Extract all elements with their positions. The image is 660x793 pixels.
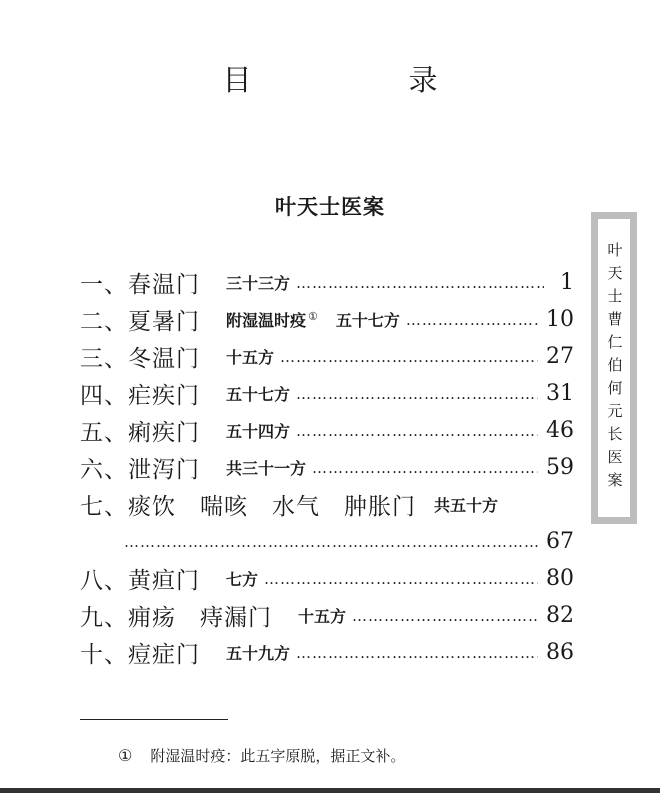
toc-entry-name: 四、疟疾门 [80, 383, 200, 409]
toc-entry-page: 46 [546, 418, 574, 443]
page-title: 目 录 [222, 63, 502, 97]
page-bottom-edge [0, 788, 660, 793]
toc-entry-9[interactable] [80, 597, 574, 634]
toc-entry-10[interactable] [80, 634, 574, 671]
toc-entry-page: 10 [546, 307, 574, 332]
toc-entry-count: 共五十方 [434, 496, 499, 515]
dot-leader [124, 532, 538, 552]
toc-entry-3[interactable] [80, 338, 574, 375]
toc-entry-count: 共三十一方 [226, 459, 307, 478]
toc-entry-page: 31 [546, 381, 574, 406]
table-of-contents [80, 264, 574, 671]
toc-entry-page: 80 [546, 566, 574, 591]
toc-entry-note: 附湿温时疫 ① [226, 309, 318, 330]
toc-entry-6[interactable] [80, 449, 574, 486]
toc-entry-count: 三十三方 [226, 274, 291, 293]
toc-entry-7[interactable] [80, 486, 574, 523]
dot-leader [264, 569, 538, 589]
toc-entry-8[interactable] [80, 560, 574, 597]
toc-entry-count: 五十七方 [335, 311, 400, 330]
toc-entry-4[interactable] [80, 375, 574, 412]
toc-entry-page: 86 [546, 640, 574, 665]
side-thumb-label [591, 212, 637, 524]
toc-entry-count: 五十七方 [226, 385, 291, 404]
toc-entry-name: 九、痈疡 痔漏门 [80, 605, 272, 631]
side-label-text: 叶天士曹仁伯何元长医案 [605, 241, 624, 495]
toc-entry-name: 十、痘症门 [80, 642, 200, 668]
toc-entry-count: 五十九方 [226, 644, 291, 663]
toc-entry-name: 三、冬温门 [80, 346, 200, 372]
toc-entry-5[interactable] [80, 412, 574, 449]
toc-entry-page: 59 [546, 455, 574, 480]
toc-entry-2[interactable] [80, 301, 574, 338]
dot-leader [352, 606, 538, 626]
dot-leader [280, 347, 538, 367]
dot-leader [312, 458, 538, 478]
toc-entry-page: 27 [546, 344, 574, 369]
toc-entry-7-continued[interactable] [80, 523, 574, 560]
footnote-text: 附湿温时疫：此五字原脱，据正文补。 [150, 747, 406, 765]
footnote-divider [80, 719, 228, 720]
dot-leader [296, 273, 544, 293]
toc-entry-name: 七、痰饮 喘咳 水气 肿胀门 [80, 494, 416, 520]
dot-leader [406, 310, 538, 330]
toc-entry-count: 七方 [226, 570, 259, 589]
toc-entry-count: 五十四方 [226, 422, 291, 441]
toc-entry-name: 二、夏暑门 [80, 309, 200, 335]
dot-leader [296, 421, 538, 441]
toc-entry-page: 67 [546, 529, 574, 554]
toc-entry-name: 一、春温门 [80, 272, 200, 298]
toc-entry-count: 十五方 [298, 607, 347, 626]
section-title: 叶天士医案 [275, 195, 385, 219]
footnote-mark[interactable]: ① [308, 309, 318, 323]
toc-entry-page: 1 [560, 270, 574, 295]
toc-entry-name: 五、痢疾门 [80, 420, 200, 446]
toc-entry-name: 八、黄疸门 [80, 568, 200, 594]
toc-entry-page: 82 [546, 603, 574, 628]
dot-leader [296, 384, 538, 404]
toc-entry-name: 六、泄泻门 [80, 457, 200, 483]
toc-entry-1[interactable] [80, 264, 574, 301]
toc-entry-count: 十五方 [226, 348, 275, 367]
footnote [118, 745, 405, 766]
footnote-mark: ① [118, 746, 133, 765]
dot-leader [296, 643, 538, 663]
